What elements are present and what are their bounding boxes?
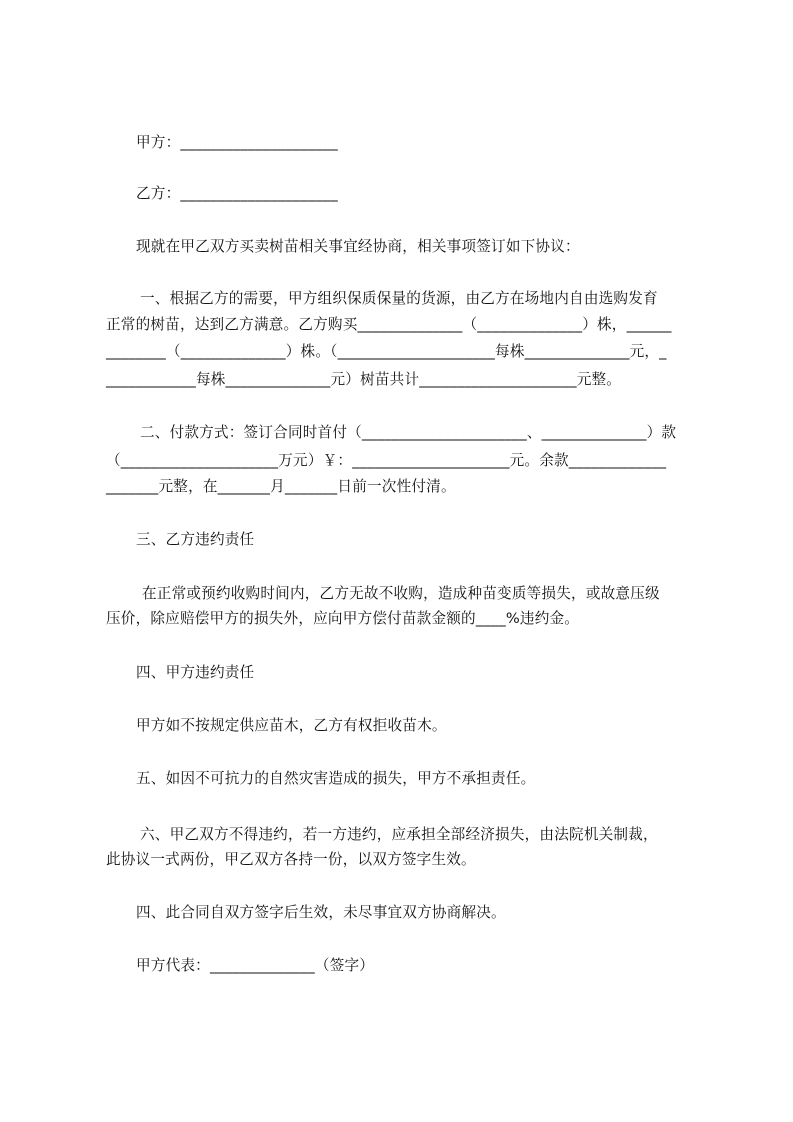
clause-2-line-3: _______元整，在_______月_______日前一次性付清。 (106, 478, 456, 495)
clause-2-line-2: （_____________________万元）￥：_____________________元。余款_____________ (106, 452, 667, 469)
clause-5: 五、如因不可抗力的自然灾害造成的损失，甲方不承担责任。 (136, 770, 536, 787)
clause-6-line-2: 此协议一式两份，甲乙双方各持一份，以双方签字生效。 (106, 851, 476, 868)
clause-4-body: 甲方如不按规定供应苗木，乙方有权拒收苗木。 (136, 717, 447, 734)
clause-3-title: 三、乙方违约责任 (136, 531, 255, 548)
party-b-line: 乙方：_____________________ (136, 185, 338, 202)
clause-1-line-2: 正常的树苗，达到乙方满意。乙方购买______________（______________）株，______ (106, 316, 672, 333)
clause-1-line-4: ____________每株______________元）树苗共计_____________________元整。 (106, 371, 622, 388)
party-a-line: 甲方：_____________________ (136, 134, 338, 151)
intro-paragraph: 现就在甲乙双方买卖树苗相关事宜经协商，相关事项签订如下协议： (136, 238, 580, 255)
clause-6-line-1: 六、甲乙双方不得违约，若一方违约，应承担全部经济损失，由法院机关制裁， (140, 826, 658, 843)
clause-7: 四、此合同自双方签字后生效，未尽事宜双方协商解决。 (136, 904, 506, 921)
clause-3-line-2: 压价，除应赔偿甲方的损失外，应向甲方偿付苗款金额的____%违约金。 (106, 610, 580, 627)
clause-1-line-3: ________（______________）株。（_____________________每株______________元，_ (106, 343, 667, 360)
clause-1-line-1: 一、根据乙方的需要，甲方组织保质保量的货源，由乙方在场地内自由选购发育 (140, 290, 658, 307)
clause-4-title: 四、甲方违约责任 (136, 664, 255, 681)
clause-2-line-1: 二、付款方式：签订合同时首付（______________________、______________）款 (140, 424, 677, 441)
clause-3-line-1: 在正常或预约收购时间内，乙方无故不收购，造成种苗变质等损失，或故意压级 (142, 585, 660, 602)
signature-party-a: 甲方代表：______________（签字） (136, 957, 375, 974)
